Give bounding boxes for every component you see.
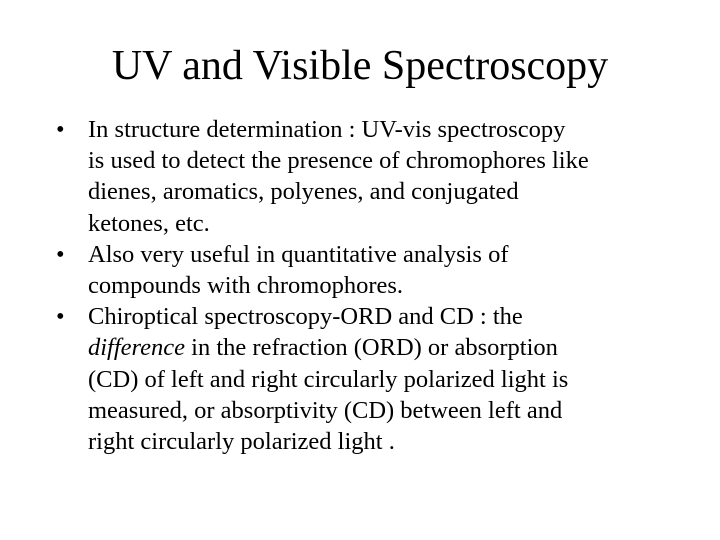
bullet-dot-icon: • <box>56 116 65 143</box>
bullet-item-chiroptical-spectroscopy <box>56 301 696 457</box>
bullet-line: compounds with chromophores. <box>88 272 404 300</box>
bullet-list <box>56 114 696 457</box>
bullet-line: (CD) of left and right circularly polarized light is <box>88 365 569 393</box>
bullet-line: dienes, aromatics, polyenes, and conjugated <box>88 178 519 206</box>
bullet-line: is used to detect the presence of chromophores like <box>88 147 589 175</box>
bullet-line-remainder: in the refraction (ORD) or absorption <box>185 334 558 362</box>
bullet-line: ketones, etc. <box>88 209 210 237</box>
bullet-line: Chiroptical spectroscopy-ORD and CD : the <box>88 303 523 331</box>
slide-title: UV and Visible Spectroscopy <box>111 43 609 89</box>
bullet-item-structure-determination <box>56 114 696 239</box>
bullet-line: In structure determination : UV-vis spectroscopy <box>88 116 566 143</box>
bullet-item-quantitative-analysis <box>56 239 696 301</box>
bullet-line: measured, or absorptivity (CD) between left and <box>88 396 563 424</box>
emphasized-word: difference <box>88 334 186 362</box>
bullet-dot-icon: • <box>56 240 65 268</box>
bullet-line: right circularly polarized light . <box>88 428 395 456</box>
bullet-line: Also very useful in quantitative analysis of <box>88 240 509 268</box>
bullet-dot-icon: • <box>56 303 65 331</box>
bullet-line-with-emphasis <box>88 332 696 363</box>
